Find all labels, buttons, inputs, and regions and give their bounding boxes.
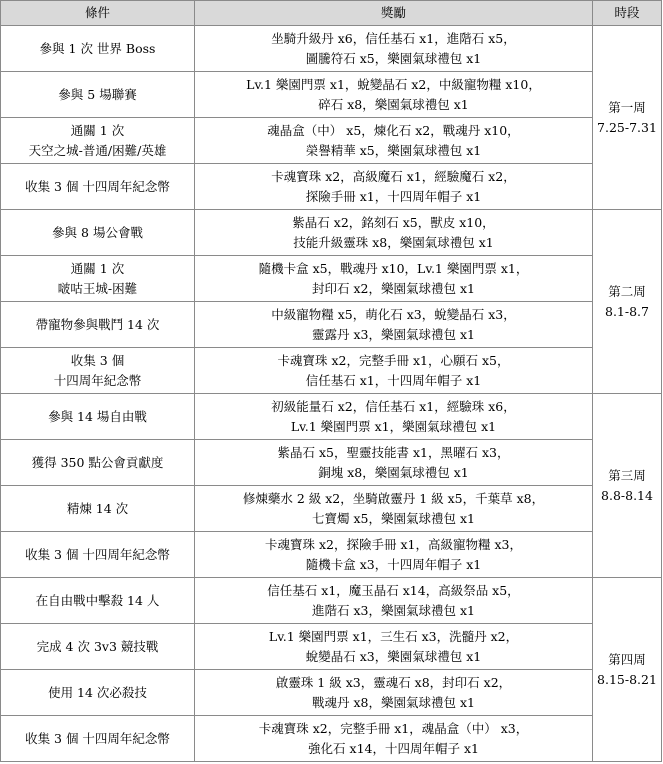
- condition-text: 在自由戰中擊殺 14 人: [35, 592, 160, 608]
- reward-text: 修煉藥水 2 級 x2，坐騎啟靈丹 1 級 x5，千葉草 x8，: [242, 490, 545, 506]
- reward-text: 封印石 x2，樂園氣球禮包 x1: [312, 280, 475, 296]
- condition-cell: [1, 578, 195, 624]
- period-cell: [593, 210, 662, 394]
- reward-cell: [195, 210, 593, 256]
- reward-text: 魂晶盒（中） x5，煉化石 x2，戰魂丹 x10，: [267, 122, 520, 138]
- condition-text: 使用 14 次必殺技: [48, 684, 147, 700]
- week-dates: 7.25-7.31: [597, 119, 657, 135]
- reward-text: 靈露丹 x3，樂園氣球禮包 x1: [312, 326, 475, 342]
- reward-text: 信任基石 x1，魔玉晶石 x14，高級祭品 x5，: [267, 582, 520, 598]
- reward-cell: [195, 302, 593, 348]
- condition-cell: [1, 348, 195, 394]
- reward-text: 隨機卡盒 x3，十四周年帽子 x1: [305, 556, 482, 572]
- table-row: [1, 118, 662, 164]
- condition-cell: [1, 440, 195, 486]
- week-name: 第一周: [608, 99, 646, 115]
- period-cell: [593, 26, 662, 210]
- table-row: [1, 164, 662, 210]
- period-cell: [593, 394, 662, 578]
- reward-text: Lv.1 樂園門票 x1，蛻變晶石 x2，中級寵物糧 x10，: [246, 76, 541, 92]
- condition-text: 收集 3 個 十四周年紀念幣: [25, 178, 170, 194]
- reward-text: 啟靈珠 1 級 x3，靈魂石 x8，封印石 x2，: [275, 674, 512, 690]
- reward-cell: [195, 440, 593, 486]
- table-row: [1, 440, 662, 486]
- reward-cell: [195, 486, 593, 532]
- reward-cell: [195, 348, 593, 394]
- week-name: 第二周: [608, 283, 646, 299]
- condition-text: 完成 4 次 3v3 競技戰: [36, 638, 159, 654]
- reward-cell: [195, 394, 593, 440]
- table-row: [1, 670, 662, 716]
- condition-text: 通關 1 次: [70, 260, 125, 276]
- reward-cell: [195, 256, 593, 302]
- table-row: [1, 486, 662, 532]
- reward-cell: [195, 164, 593, 210]
- table-row: [1, 348, 662, 394]
- reward-text: 蛻變晶石 x3，樂園氣球禮包 x1: [305, 648, 482, 664]
- reward-text: 卡魂寶珠 x2，完整手冊 x1，心願石 x5，: [277, 352, 510, 368]
- condition-text: 參與 5 場聯賽: [58, 86, 137, 102]
- reward-text: 信任基石 x1，十四周年帽子 x1: [305, 372, 482, 388]
- reward-text: 卡魂寶珠 x2，高級魔石 x1，經驗魔石 x2，: [271, 168, 516, 184]
- reward-text: 進階石 x3，樂園氣球禮包 x1: [312, 602, 475, 618]
- header-condition: 條件: [1, 1, 195, 26]
- table-row: [1, 256, 662, 302]
- week-dates: 8.1-8.7: [605, 303, 649, 319]
- reward-text: 卡魂寶珠 x2，完整手冊 x1，魂晶盒（中） x3，: [258, 720, 529, 736]
- condition-cell: [1, 118, 195, 164]
- condition-text: 精煉 14 次: [66, 500, 129, 516]
- condition-cell: [1, 394, 195, 440]
- reward-text: 碎石 x8，樂園氣球禮包 x1: [318, 96, 469, 112]
- week-dates: 8.15-8.21: [597, 671, 657, 687]
- reward-text: 初級能量石 x2，信任基石 x1，經驗珠 x6，: [271, 398, 516, 414]
- condition-text: 收集 3 個 十四周年紀念幣: [25, 546, 170, 562]
- reward-text: Lv.1 樂園門票 x1，樂園氣球禮包 x1: [290, 418, 497, 434]
- table-row: [1, 716, 662, 762]
- table-row: [1, 578, 662, 624]
- reward-text: 圖騰符石 x5，樂園氣球禮包 x1: [305, 50, 482, 66]
- reward-text: 紫晶石 x5，聖靈技能書 x1，黑曜石 x3，: [277, 444, 510, 460]
- condition-cell: [1, 256, 195, 302]
- reward-cell: [195, 578, 593, 624]
- reward-text: 七寶燭 x5，樂園氣球禮包 x1: [312, 510, 475, 526]
- reward-text: 銅塊 x8，樂園氣球禮包 x1: [318, 464, 469, 480]
- reward-text: Lv.1 樂園門票 x1，三生石 x3，洗髓丹 x2，: [268, 628, 519, 644]
- reward-text: 紫晶石 x2，銘刻石 x5，獸皮 x10，: [292, 214, 495, 230]
- reward-text: 坐騎升級丹 x6，信任基石 x1，進階石 x5，: [271, 30, 516, 46]
- condition-text: 帶寵物參與戰鬥 14 次: [35, 316, 160, 332]
- table-body: [1, 26, 662, 762]
- table-row: [1, 72, 662, 118]
- condition-text: 參與 14 場自由戰: [48, 408, 147, 424]
- condition-cell: [1, 716, 195, 762]
- table-row: [1, 302, 662, 348]
- condition-text: 天空之城-普通/困難/英雄: [28, 142, 167, 158]
- condition-text: 啵咕王城-困難: [57, 280, 138, 296]
- header-reward: 獎勵: [195, 1, 593, 26]
- condition-text: 收集 3 個: [70, 352, 125, 368]
- condition-text: 參與 1 次 世界 Boss: [39, 40, 156, 56]
- week-name: 第三周: [608, 467, 646, 483]
- reward-text: 中級寵物糧 x5，萌化石 x3，蛻變晶石 x3，: [271, 306, 516, 322]
- reward-text: 技能升級靈珠 x8，樂園氣球禮包 x1: [293, 234, 494, 250]
- reward-text: 卡魂寶珠 x2，探險手冊 x1，高級寵物糧 x3，: [265, 536, 522, 552]
- reward-text: 隨機卡盒 x5，戰魂丹 x10，Lv.1 樂園門票 x1，: [258, 260, 529, 276]
- condition-cell: [1, 486, 195, 532]
- condition-cell: [1, 670, 195, 716]
- table-row: [1, 394, 662, 440]
- reward-cell: [195, 716, 593, 762]
- table-row: [1, 26, 662, 72]
- condition-text: 參與 8 場公會戰: [52, 224, 143, 240]
- table-row: [1, 532, 662, 578]
- header-period: 時段: [593, 1, 662, 26]
- condition-cell: [1, 532, 195, 578]
- condition-text: 獲得 350 點公會貢獻度: [31, 454, 164, 470]
- reward-cell: [195, 624, 593, 670]
- reward-cell: [195, 532, 593, 578]
- reward-text: 強化石 x14，十四周年帽子 x1: [308, 740, 479, 756]
- condition-cell: [1, 164, 195, 210]
- condition-cell: [1, 210, 195, 256]
- reward-text: 探險手冊 x1，十四周年帽子 x1: [305, 188, 482, 204]
- condition-cell: [1, 302, 195, 348]
- condition-cell: [1, 72, 195, 118]
- period-cell: [593, 578, 662, 762]
- condition-cell: [1, 624, 195, 670]
- table-row: [1, 210, 662, 256]
- week-name: 第四周: [608, 651, 646, 667]
- condition-text: 通關 1 次: [70, 122, 125, 138]
- reward-cell: [195, 72, 593, 118]
- reward-cell: [195, 118, 593, 164]
- reward-text: 榮譽精華 x5，樂園氣球禮包 x1: [305, 142, 482, 158]
- table-header-row: [1, 1, 662, 26]
- condition-text: 收集 3 個 十四周年紀念幣: [25, 730, 170, 746]
- reward-cell: [195, 26, 593, 72]
- condition-cell: [1, 26, 195, 72]
- reward-cell: [195, 670, 593, 716]
- condition-text: 十四周年紀念幣: [53, 372, 142, 388]
- reward-text: 戰魂丹 x8，樂園氣球禮包 x1: [312, 694, 475, 710]
- table-row: [1, 624, 662, 670]
- week-dates: 8.8-8.14: [601, 487, 653, 503]
